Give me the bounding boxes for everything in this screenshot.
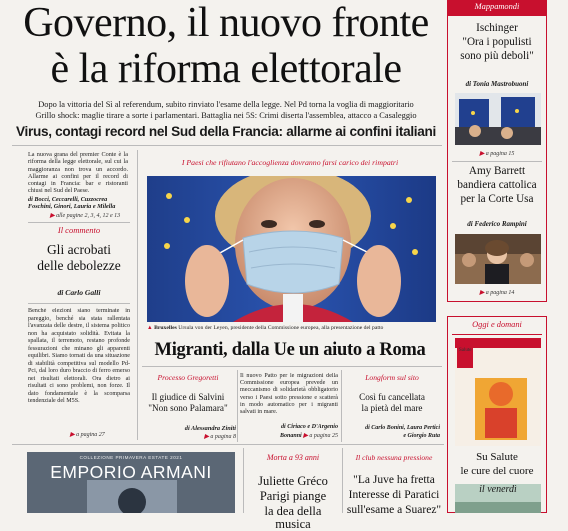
processo-label: Processo Gregoretti [157,373,219,382]
oggi-label: Oggi e domani [472,320,522,329]
oggi-title-line1[interactable]: Su Salute [476,451,518,463]
divider-bottom-v1 [243,448,244,513]
ischinger-author: di Tonia Mastrobuoni [465,80,529,88]
patto-author2: Bonanni [280,433,302,439]
oggi-title-line2[interactable]: le cure del cuore [460,465,534,477]
divider-center-v2 [341,370,342,442]
patto-text: Il nuovo Patto per le migrazioni della Commissione europea prevede un meccanismo di solidarietà obbligatorio verso i Paesi sotto pressione e scatterà in modo automatico per i migranti salvati in mare. [240,373,338,416]
juve-title-line2[interactable]: Interesse di Paratici [348,489,440,501]
commento-author-text: di Carlo Galli [57,288,101,297]
caption-lead: Bruxelles [154,325,177,331]
longform-author: di Carlo Bonini, Laura Pertici [365,425,440,431]
virus-bylines: di Bocci, Ceccarelli, Cuzzocrea Foschini, Ginori, Lauria e Milella [28,196,116,211]
salute-mag-title: Salute [459,348,472,353]
barrett-graphic [455,234,541,284]
processo-title-line2[interactable]: "Non sono Palamara" [148,403,228,413]
photo-kicker: I Paesi che rifiutano l'accoglienza dovranno farsi carico dei rimpatri [181,158,399,167]
eu-flags-graphic [455,93,541,145]
virus-headline[interactable]: Virus, contagi record nel Sud della Francia: allarme ai confini italiani [15,124,437,139]
longform-label: Longform sul sito [365,373,419,382]
morta-label: Morta a 93 anni [266,453,320,462]
barrett-page-text: a pagina 14 [485,290,515,296]
patto-page[interactable]: Bonanni ▶ a pagina 25 [280,433,338,439]
migranti-headline[interactable]: Migranti, dalla Ue un aiuto a Roma [154,340,426,360]
divider-vertical-left [137,150,138,440]
morta-title-line2[interactable]: Parigi piange [259,489,327,503]
headline-summary-2: Grillo shock: maglie tirare a sorte i parlamentari. Battaglia nei 5S: Crimi diserta l'assemblea, attacco a Casaleggio [35,111,417,120]
processo-title-line1[interactable]: Il giudice di Salvini [151,392,225,402]
caption-arrow-icon: ▲ [147,325,153,331]
divider-top [12,145,442,146]
ischinger-line2[interactable]: "Ora i populisti [462,36,532,48]
venerdi-title: il venerdì [479,484,517,495]
divider-bottom [12,444,444,445]
commento-page-text: a pagina 27 [76,432,105,438]
main-headline-line2[interactable]: è la riforma elettorale [50,46,402,92]
commento-author [28,288,130,297]
processo-page[interactable]: ▶ a pagina 8 [204,434,236,440]
caption-text: Ursula von der Leyen, presidente della Commissione europea, alla presentazione del patto [178,325,384,331]
divider-right-2 [452,334,542,335]
processo-author: di Alessandra Ziniti [184,425,236,432]
barrett-photo[interactable] [455,234,541,284]
patto-author-text: di Ciriaco e D'Argenio [280,424,338,430]
headline-summary-1: Dopo la vittoria del Sì al referendum, subito rinviato l'esame della legge. Nel Pd torna la voglia di maggioritario [38,100,414,109]
juve-label: Il club nessuna pressione [355,453,433,462]
longform-author2: e Giorgio Ruta [403,433,440,439]
morta-title-line1[interactable]: Juliette Gréco [258,474,328,488]
divider-center-v1 [237,370,238,442]
morta-title-line3[interactable]: la dea della musica [264,504,322,531]
juve-title-line1[interactable]: "La Juve ha fretta [353,474,435,486]
photo-caption [147,325,442,331]
commento-body: Benché elezioni siano terminate in pareggio, benché sia stata rallentata l'avanzata delle destre, il sistema politico non ha acquistato solidità. Evitata la spallata, il terremoto, restano profonde fessurazioni che minano gli apparenti equilibri. Siamo tornati da una situazione di stabilità competitiva sul modello Pd-Pci, dal loro duro braccio di ferro emerso nei risultati elettorali. Ora dietro ai risultati ci sono problemi, non forze. Il dato fondamentale è la scomparsa tendenziale del M5S. [28,308,130,404]
commento-title-line1[interactable]: Gli acrobati [46,242,112,257]
ischinger-line1[interactable]: Ischinger [476,22,518,34]
longform-title-line1[interactable]: Così fu cancellata [359,392,425,402]
von-der-leyen-photo[interactable] [147,176,436,322]
commento-page[interactable]: ▶ a pagina 27 [70,432,105,438]
commento-title-line2[interactable]: delle debolezze [37,258,121,273]
barrett-line2[interactable]: bandiera cattolica [457,179,537,191]
processo-page-text: a pagina 8 [210,434,236,440]
ischinger-page-text: a pagina 15 [485,151,515,157]
barrett-page[interactable]: ▶ a pagina 14 [479,290,515,296]
salute-cover-graphic [455,338,541,446]
divider-right-1 [452,161,542,162]
commento-label: Il commento [57,225,101,235]
ad-top-text: COLLEZIONE PRIMAVERA ESTATE 2021 [79,455,183,460]
ad-brand: EMPORIO ARMANI [50,462,212,482]
barrett-line1[interactable]: Amy Barrett [468,165,526,177]
photo-graphic [147,176,436,322]
patto-author [240,424,338,430]
main-headline-line1[interactable]: Governo, il nuovo fronte [23,0,429,46]
virus-pages[interactable]: ▶ alle pagine 2, 3, 4, 12 e 13 [50,213,121,219]
divider-center [142,366,442,367]
ischinger-line3[interactable]: sono più deboli" [460,50,534,62]
salute-magazine-cover[interactable] [455,338,541,446]
eu-flags-photo[interactable] [455,93,541,145]
divider-bottom-v2 [342,448,343,513]
divider-left-1 [28,222,130,223]
virus-text: La nuova grana del premier Conte è la riforma della legge elettorale, sul cui la maggioranza non trova un accordo. Allarme ai confini per il record di contagi in Francia: bar e ristoranti chiusi nel Sud del Paese. [28,151,128,195]
virus-pages-text: alle pagine 2, 3, 4, 12 e 13 [56,213,121,219]
divider-left-2 [28,303,130,304]
mappamondi-label: Mappamondi [474,2,520,11]
ischinger-page[interactable]: ▶ a pagina 15 [479,151,515,157]
barrett-line3[interactable]: per la Corte Usa [460,193,534,205]
barrett-author: di Federico Rampini [467,220,527,228]
patto-page-text: a pagina 25 [309,433,338,439]
longform-title-line2[interactable]: la pietà del mare [361,403,423,413]
juve-title-line3[interactable]: sull'esame a Suarez" [346,504,442,516]
